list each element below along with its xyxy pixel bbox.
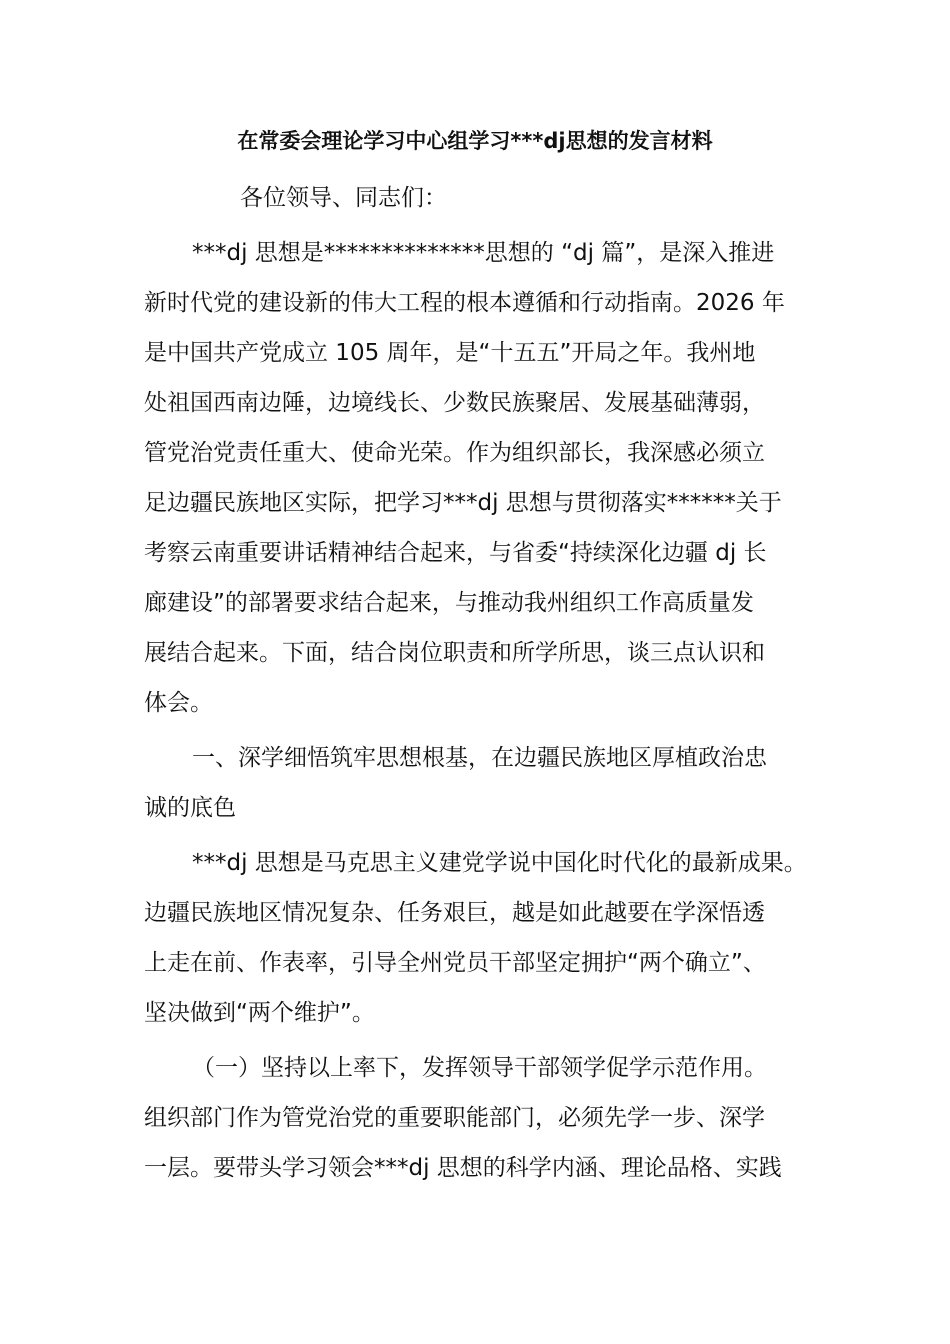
paragraph-line: 坚决做到“两个维护”。 bbox=[144, 1000, 375, 1026]
salutation: 各位领导、同志们： bbox=[240, 185, 447, 211]
paragraph-line: 上走在前、作表率，引导全州党员干部坚定拥护“两个确立”、 bbox=[144, 950, 766, 976]
paragraph-line: 是中国共产党成立 105 周年，是“十五五”开局之年。我州地 bbox=[144, 340, 756, 366]
paragraph-line: 处祖国西南边陲，边境线长、少数民族聚居、发展基础薄弱， bbox=[144, 390, 765, 416]
document-title: 在常委会理论学习中心组学习***dj思想的发言材料 bbox=[237, 129, 713, 153]
section-heading: 诚的底色 bbox=[144, 795, 236, 821]
paragraph-line: ***dj 思想是**************思想的 “dj 篇”，是深入推进 bbox=[192, 240, 775, 266]
paragraph-line: 廊建设”的部署要求结合起来，与推动我州组织工作高质量发 bbox=[144, 590, 754, 616]
paragraph-line: 组织部门作为管党治党的重要职能部门，必须先学一步、深学 bbox=[144, 1105, 765, 1131]
paragraph-line: 体会。 bbox=[144, 690, 213, 716]
paragraph-line: 足边疆民族地区实际，把学习***dj 思想与贯彻落实******关于 bbox=[144, 490, 782, 516]
section-heading: 一、深学细悟筑牢思想根基，在边疆民族地区厚植政治忠 bbox=[192, 745, 767, 771]
paragraph-line: ***dj 思想是马克思主义建党学说中国化时代化的最新成果。 bbox=[192, 850, 807, 876]
paragraph-line: 边疆民族地区情况复杂、任务艰巨，越是如此越要在学深悟透 bbox=[144, 900, 765, 926]
paragraph-line: 新时代党的建设新的伟大工程的根本遵循和行动指南。2026 年 bbox=[144, 290, 785, 316]
paragraph-line: 考察云南重要讲话精神结合起来，与省委“持续深化边疆 dj 长 bbox=[144, 540, 767, 566]
paragraph-line: 管党治党责任重大、使命光荣。作为组织部长，我深感必须立 bbox=[144, 440, 765, 466]
paragraph-line: 展结合起来。下面，结合岗位职责和所学所思，谈三点认识和 bbox=[144, 640, 765, 666]
subsection-heading: （一）坚持以上率下，发挥领导干部领学促学示范作用。 bbox=[192, 1055, 767, 1081]
paragraph-line: 一层。要带头学习领会***dj 思想的科学内涵、理论品格、实践 bbox=[144, 1155, 782, 1181]
